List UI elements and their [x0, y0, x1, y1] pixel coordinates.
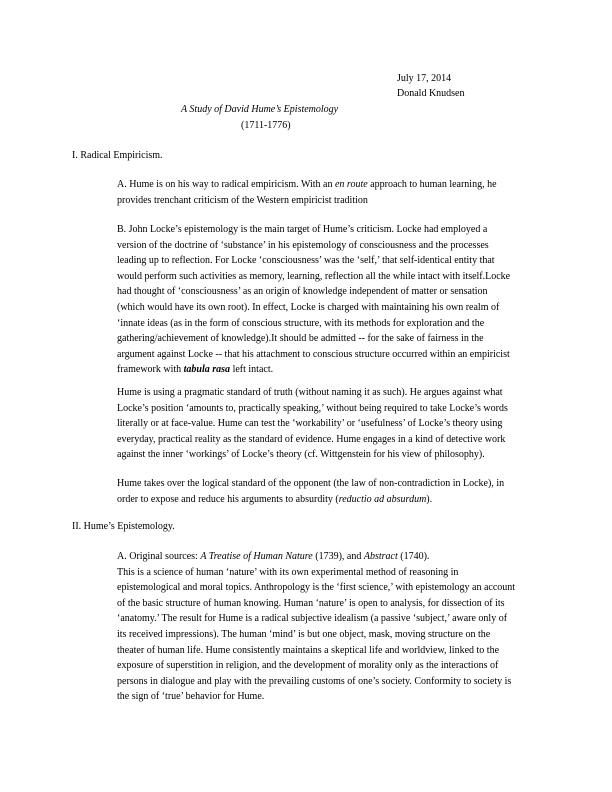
- text-run: (1740).: [397, 551, 430, 562]
- text-line: [117, 689, 547, 705]
- document-subtitle-dates: (1711-1776): [241, 120, 291, 131]
- text-run: leading up to reflection. For Locke ‘consciousness’ was the ‘self,’ that self-identical entity that: [117, 255, 495, 267]
- text-run: against the inner ‘workings’ of Locke’s theory (cf. Wittgenstein for his view of philosophy).: [117, 449, 485, 461]
- text-run: everyday, practical reality as the standard of evidence. Hume engages in a kind of detective work: [117, 433, 506, 445]
- text-line: [117, 416, 547, 432]
- text-line: [117, 447, 547, 463]
- text-run: Locke’s position ‘amounts to, practically speaking,’ without being required to take Locke’s words: [117, 402, 508, 414]
- text-line: [117, 316, 547, 332]
- document-date: July 17, 2014: [397, 73, 452, 84]
- paragraph: [117, 549, 547, 705]
- text-line: [117, 362, 547, 378]
- text-run: argument against Locke -- that his attachment to conscious structure occurred within an empiricist: [117, 348, 510, 360]
- text-line: [117, 269, 547, 285]
- text-line: [117, 643, 547, 659]
- text-line: [117, 674, 547, 690]
- text-run: ‘innate ideas (as in the form of conscious structure, with its methods for exploration and the: [117, 317, 485, 329]
- text-run: (which would have its own root). In effect, Locke is charged with maintaining his own realm of: [117, 301, 500, 313]
- paragraph: [117, 476, 547, 507]
- emphasized-text: en route: [334, 179, 368, 190]
- text-run: theater of human life. Hume consistently maintains a skeptical life and worldview, linked to the: [117, 644, 500, 656]
- emphasized-text: Abstract: [363, 551, 398, 562]
- paragraph: [117, 222, 547, 378]
- text-line: [117, 549, 547, 565]
- paragraph: [117, 177, 547, 208]
- text-run: exposure of superstition in religion, and the development of morality only as the interactions of: [117, 660, 499, 672]
- text-run: literally or at face-value. Hume can test the ‘workability’ or ‘usefulness’ of Locke’s theory using: [117, 418, 503, 430]
- text-run: version of the doctrine of ‘substance’ in his epistemology of consciousness and the processes: [117, 239, 489, 251]
- document-author: Donald Knudsen: [397, 88, 465, 99]
- text-run: framework with: [117, 364, 184, 376]
- text-run: (1739), and: [312, 551, 364, 562]
- text-run: ‘anatomy.’ The result for Hume is a radical subjective idealism (a passive ‘subject,’ aware only of: [117, 613, 508, 625]
- section-heading-humes-epistemology: II. Hume’s Epistemology.: [72, 521, 175, 532]
- emphasized-text: A Treatise of Human Nature: [200, 551, 313, 562]
- text-line: [117, 627, 547, 643]
- text-line: [117, 432, 547, 448]
- text-run: the sign of ‘true’ behavior for Hume.: [117, 691, 265, 703]
- text-run: persons in dialogue and play with the prevailing customs of one’s society. Conformity to society is: [117, 675, 512, 687]
- text-line: [117, 193, 547, 209]
- text-run: order to expose and reduce his arguments to absurdity (: [117, 493, 339, 505]
- text-run: Hume takes over the logical standard of the opponent (the law of non-contradiction in Locke), in: [117, 478, 505, 489]
- text-line: [117, 222, 547, 238]
- text-line: [117, 177, 547, 193]
- text-line: [117, 284, 547, 300]
- text-line: [117, 385, 547, 401]
- text-line: [117, 347, 547, 363]
- text-run: epistemological and moral topics. Anthropology is the ‘first science,’ with epistemology an account: [117, 582, 516, 594]
- text-run: provides trenchant criticism of the Western empiricist tradition: [117, 194, 368, 206]
- text-run: its received impressions). The human ‘mind’ is but one object, mask, moving structure on the: [117, 628, 491, 640]
- text-run: This is a science of human ‘nature’ with its own experimental method of reasoning in: [117, 566, 459, 578]
- text-line: [117, 596, 547, 612]
- text-run: Hume is using a pragmatic standard of truth (without naming it as such). He argues against what: [117, 387, 503, 398]
- text-line: [117, 492, 547, 508]
- section-heading-radical-empiricism: I. Radical Empiricism.: [72, 150, 163, 161]
- text-line: [117, 331, 547, 347]
- text-run: A. Original sources:: [117, 551, 201, 562]
- text-line: [117, 238, 547, 254]
- text-run: ).: [426, 493, 433, 505]
- text-run: of the basic structure of human knowing. Human ‘nature’ is open to analysis, for dissection of its: [117, 597, 505, 609]
- text-line: [117, 300, 547, 316]
- emphasized-text: tabula rasa: [183, 364, 231, 376]
- document-title: A Study of David Hume’s Epistemology: [181, 104, 339, 115]
- text-line: [117, 401, 547, 417]
- paragraph: [117, 385, 547, 463]
- text-run: A. Hume is on his way to radical empiricism. With an: [117, 179, 335, 190]
- emphasized-text: reductio ad absurdum: [338, 493, 427, 505]
- text-run: would perform such activities as memory, learning, reflection all the while intact with itself.Locke: [117, 270, 511, 282]
- text-run: approach to human learning, he: [367, 179, 497, 190]
- text-line: [117, 658, 547, 674]
- text-run: left intact.: [230, 364, 274, 376]
- text-run: B. John Locke’s epistemology is the main target of Hume’s criticism. Locke had employed a: [117, 224, 488, 235]
- text-line: [117, 580, 547, 596]
- text-line: [117, 565, 547, 581]
- text-run: had thought of ‘consciousness’ as an origin of knowledge independent of matter or sensation: [117, 286, 488, 298]
- text-line: [117, 611, 547, 627]
- text-line: [117, 476, 547, 492]
- text-line: [117, 253, 547, 269]
- text-run: gathering/achievement of knowledge).It should be admitted -- for the sake of fairness in the: [117, 333, 484, 345]
